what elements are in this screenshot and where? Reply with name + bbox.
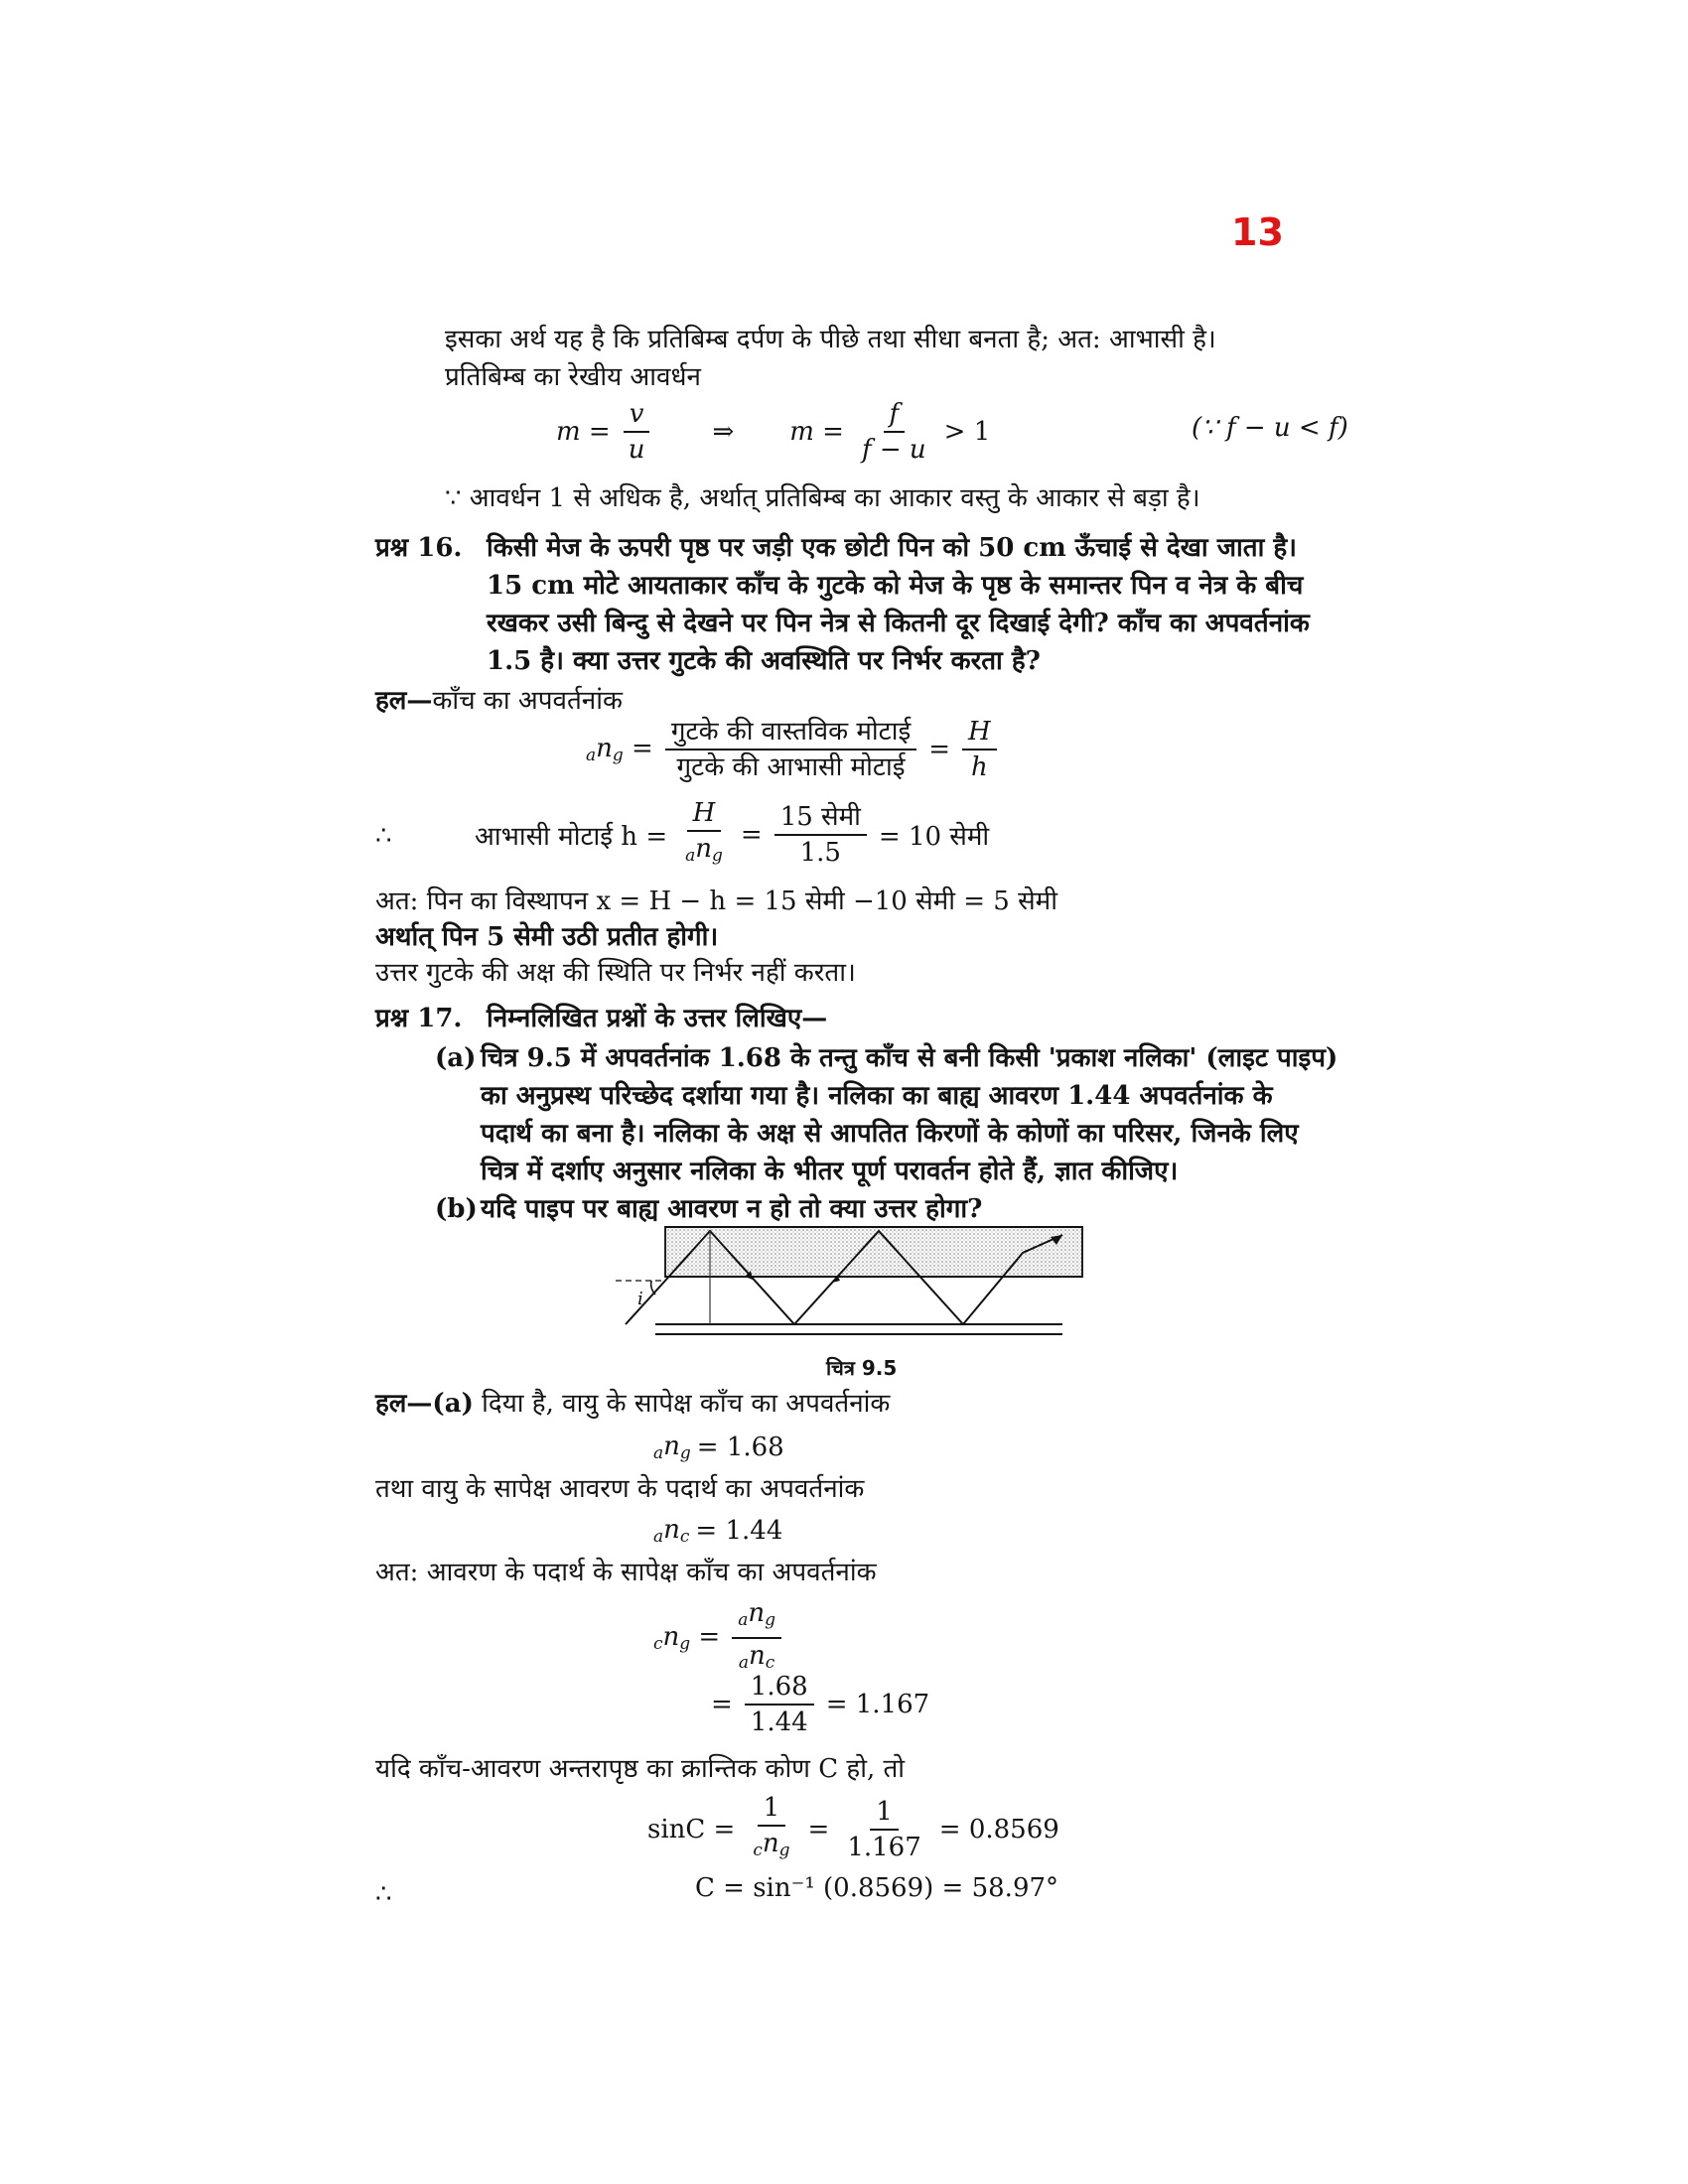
fraction (665, 717, 916, 782)
critical-angle-equation: sinC = $\frac{1}{_cn_g}$ = $\frac{1}{1.167}$ = 0.8569 (647, 1793, 1059, 1865)
eq-rhs: = 10 सेमी (878, 821, 990, 852)
eq-rhs: = 1.44 (695, 1516, 783, 1546)
eq-lhs: m = (556, 417, 611, 447)
question-text: 15 cm मोटे आयताकार काँच के गुटके को मेज के पृष्ठ के समान्तर पिन व नेत्र के बीच (487, 571, 1304, 601)
part-label: (a) (435, 1043, 477, 1073)
denominator: u (628, 435, 645, 465)
part-label: (b) (435, 1194, 478, 1224)
angle-label: i (637, 1289, 643, 1309)
question-text: का अनुप्रस्थ परिच्छेद दर्शाया गया है। नलिका का बाह्य आवरण 1.44 अपवर्तनांक के (481, 1081, 1273, 1111)
question-label: प्रश्न 16. (375, 533, 463, 563)
text-line: उत्तर गुटके की अक्ष की स्थिति पर निर्भर नहीं करता। (375, 958, 856, 988)
denominator: 1.167 (847, 1832, 921, 1862)
question-text: चित्र 9.5 में अपवर्तनांक 1.68 के तन्तु काँच से बनी किसी 'प्रकाश नलिका' (लाइट पाइप) (481, 1043, 1338, 1073)
numerator: f (884, 399, 906, 433)
denominator: $_an_g$ (685, 834, 723, 866)
text-line: तथा वायु के सापेक्ष आवरण के पदार्थ का अपवर्तनांक (375, 1474, 865, 1504)
nc-equation: $_an_c$ = 1.44 (653, 1515, 783, 1547)
solution-label: हल—(a) (375, 1389, 474, 1419)
denominator: f − u (861, 435, 926, 465)
eq-lhs: m = (789, 417, 844, 447)
fraction (962, 717, 997, 782)
apparent-thickness-equation: आभासी मोटाई h = $\frac{H}{_an_g}$ = $\frac{\text{15 सेमी}}{1.5}$ = 10 सेमी (475, 798, 989, 871)
question-text: 1.5 है। क्या उत्तर गुटके की अवस्थिति पर निर्भर करता है? (487, 646, 1041, 676)
eq-label: आभासी मोटाई h = (475, 821, 668, 852)
text-line: अत: आवरण के पदार्थ के सापेक्ष काँच का अपवर्तनांक (375, 1558, 877, 1587)
fraction (856, 399, 932, 465)
fraction (623, 399, 651, 465)
fraction (841, 1797, 926, 1862)
eq-rhs: > 1 (943, 417, 991, 447)
solution-text: दिया है, वायु के सापेक्ष काँच का अपवर्तनांक (482, 1389, 891, 1419)
numerator: H (687, 798, 722, 832)
numerator: 1.68 (745, 1672, 814, 1706)
eq-rhs: = 1.68 (696, 1433, 784, 1462)
figure-caption: चित्र 9.5 (826, 1356, 898, 1380)
condition: (∵ f − u < f) (1192, 413, 1348, 443)
fraction (679, 798, 729, 871)
numerator: 1 (758, 1793, 786, 1827)
numerator: v (624, 399, 650, 433)
solution-text: काँच का अपवर्तनांक (432, 686, 623, 716)
symbol-ang: $_an_g$ = (586, 734, 653, 765)
ng-equation: $_an_g$ = 1.68 (653, 1432, 784, 1463)
question-text: रखकर उसी बिन्दु से देखने पर पिन नेत्र से कितनी दूर दिखाई देगी? काँच का अपवर्तनांक (487, 609, 1310, 638)
fraction: $\frac{1}{_cn_g}$ (753, 1793, 790, 1860)
denominator: h (970, 752, 988, 782)
question-text: चित्र में दर्शाए अनुसार नलिका के भीतर पूर्ण परावर्तन होते हैं, ज्ञात कीजिए। (481, 1157, 1179, 1186)
text-line: इसका अर्थ यह है कि प्रतिबिम्ब दर्पण के पीछे तथा सीधा बनता है; अत: आभासी है। (445, 325, 1216, 354)
text-line: अर्थात् पिन 5 सेमी उठी प्रतीत होगी। (375, 922, 719, 952)
eq-rhs: = 1.167 (825, 1690, 930, 1719)
light-pipe-figure (616, 1225, 1112, 1348)
question-text: यदि पाइप पर बाह्य आवरण न हो तो क्या उत्तर होगा? (481, 1194, 983, 1224)
eq-rhs: = 0.8569 (938, 1814, 1059, 1844)
solution-head (375, 1388, 890, 1420)
numerator: 1 (870, 1797, 899, 1831)
numerator: 15 सेमी (774, 802, 867, 836)
ratio-equation: = $\frac{1.68}{1.44}$ = 1.167 (711, 1672, 930, 1737)
critical-angle-result: C = sin⁻¹ (0.8569) = 58.97° (695, 1873, 1059, 1903)
refractive-index-equation: $_an_g$ = $\frac{\text{गुटके की वास्तविक मोटाई}}{\text{गुटके की आभासी मोटाई}}$ = $\frac{H}{h}$ (586, 717, 1003, 782)
denominator: 1.44 (750, 1707, 808, 1737)
numerator: H (962, 717, 997, 751)
question-text: किसी मेज के ऊपरी पृष्ठ पर जड़ी एक छोटी पिन को 50 cm ऊँचाई से देखा जाता है। (487, 533, 1298, 563)
question-text: पदार्थ का बना है। नलिका के अक्ष से आपतित किरणों के कोणों का परिसर, जिनके लिए (481, 1119, 1299, 1149)
solution-label: हल— (375, 686, 433, 716)
question-label: प्रश्न 17. (375, 1004, 463, 1033)
cng-equation: $_cn_g$ = $\frac{_an_g}{_an_c}$ (653, 1598, 787, 1678)
numerator: गुटके की वास्तविक मोटाई (665, 717, 916, 751)
solution-head (375, 685, 623, 717)
fraction (745, 1672, 814, 1737)
text-line: अत: पिन का विस्थापन x = H − h = 15 सेमी −10 सेमी = 5 सेमी (375, 887, 1057, 916)
magnification-equation (556, 399, 990, 465)
question-text: निम्नलिखित प्रश्नों के उत्तर लिखिए— (487, 1004, 828, 1033)
text-line: प्रतिबिम्ब का रेखीय आवर्धन (445, 362, 701, 392)
denominator: गुटके की आभासी मोटाई (676, 752, 906, 782)
text-line: ∵ आवर्धन 1 से अधिक है, अर्थात् प्रतिबिम्ब का आकार वस्तु के आकार से बड़ा है। (445, 483, 1200, 513)
page-number: 13 (1231, 210, 1284, 254)
therefore-sign: ∴ (375, 821, 392, 851)
eq-lhs: sinC = (647, 1814, 736, 1844)
text-line: यदि काँच-आवरण अन्तरापृष्ठ का क्रान्तिक कोण C हो, तो (375, 1754, 906, 1784)
implies-arrow: ⇒ (712, 417, 735, 447)
fraction (774, 802, 867, 868)
denominator: 1.5 (799, 837, 841, 868)
therefore-sign: ∴ (375, 1879, 392, 1909)
fraction: $\frac{_an_g}{_an_c}$ (732, 1598, 781, 1678)
